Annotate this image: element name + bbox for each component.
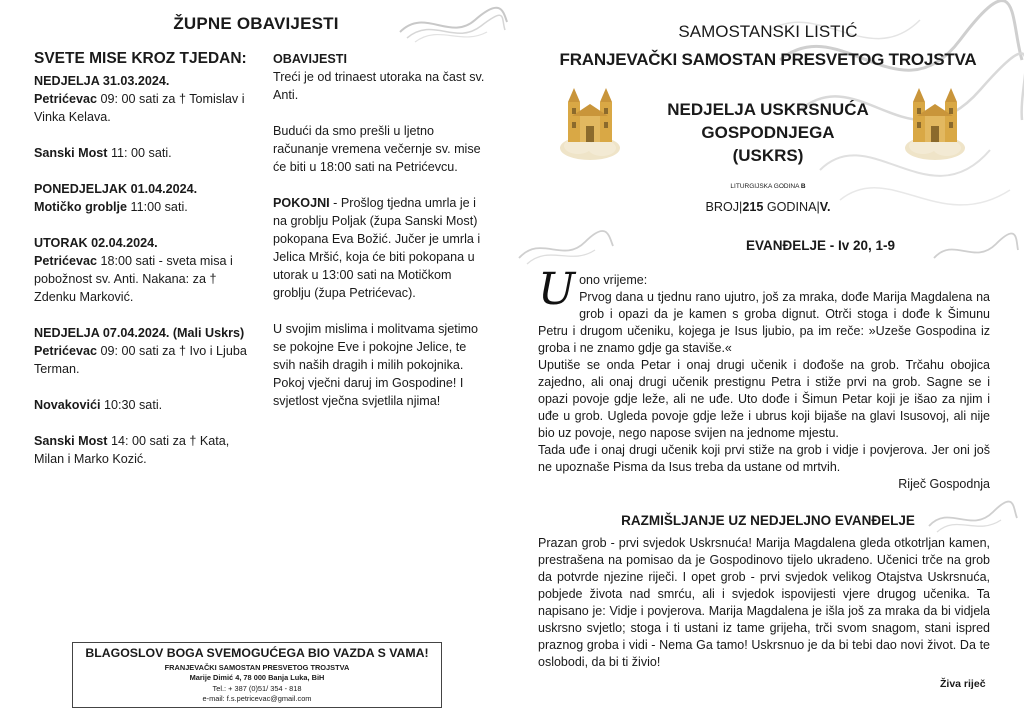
- footer-blessing: BLAGOSLOV BOGA SVEMOGUĆEGA BIO VAZDA S VAMA!: [85, 646, 429, 660]
- mass-entry: Novakovići 10:30 sati.: [34, 398, 163, 412]
- mass-schedule: [34, 50, 259, 468]
- mass-entry: Sanski Most 14: 00 sati za † Kata, Milan i Marko Kozić.: [34, 434, 230, 466]
- bulletin-title: SAMOSTANSKI LISTIĆ: [678, 22, 858, 41]
- feast-title-line: (USKRS): [732, 146, 804, 165]
- reflection-source: Živa riječ: [940, 678, 986, 690]
- smoke-swirl-right-mid: [515, 228, 615, 268]
- notice-paragraph: Treći je od trinaest utoraka na čast sv. Anti.: [273, 70, 485, 102]
- reflection-paragraph: Prazan grob - prvi svjedok Uskrsnuća! Marija Magdalena gleda otkotrljan kamen, prestrašena na pomisao da je Gospodinovo tijelo ukradeno. Učenici trče na grob da potvrde njezine riječi. I opet grob - prvi svjedok velikog Otajstva Uskrsnuća, pobjede života nad smrću, ali i svjedok ispovijesti vjere drugog učenika. Ta napisano je: Vidje i povjerova. Marija Magdalena je išla još za mraka da bi vidjela uskrsno svjetlo; stoga i ti ustani iz tame grijeha, trči svom snagom, stani ispred praznog groba i vidi - Nema Ga tamo! Uskrsnuo je da bi tebi dao novi život. Da te oslobodi, da bi ti živio!: [538, 536, 990, 669]
- liturgical-year: LITURGIJSKA GODINA B: [730, 183, 806, 190]
- issue-info: BROJ|215 GODINA|V.: [705, 200, 831, 214]
- feast-title-line: GOSPODNJEGA: [701, 123, 835, 142]
- feast-title: [512, 98, 1024, 167]
- mass-entry: Petrićevac 09: 00 sati za † Tomislav i Vinka Kelava.: [34, 92, 245, 124]
- notices: [273, 50, 488, 410]
- section-title-parish-notices: ŽUPNE OBAVIJESTI: [173, 14, 339, 33]
- monastery-name: FRANJEVAČKI SAMOSTAN PRESVETOG TROJSTVA: [559, 50, 977, 69]
- gospel-paragraph: Tada uđe i onaj drugi učenik koji prvi stiže na grob i vidje i povjerova. Jer oni još ne upoznaše Pisma da Isus treba da ustane od mrtvih.: [538, 443, 990, 474]
- gospel-paragraph: Prvog dana u tjednu rano ujutro, još za mraka, dođe Marija Magdalena na grob i opazi da je kamen s groba dignut. Otrči stoga i dođe k Šimunu Petru i drugom učeniku, kojega je Isus ljubio, pa im reče: »Uzeše Gospodina iz groba i ne znamo gdje ga staviše.«: [538, 290, 990, 355]
- mass-entry: Sanski Most 11: 00 sati.: [34, 146, 172, 160]
- day-heading: NEDJELJA 31.03.2024.: [34, 74, 170, 88]
- footer-box: [72, 642, 442, 708]
- notice-paragraph: U svojim mislima i molitvama sjetimo se pokojne Eve i pokojne Jelice, te svih naših dragih i milih pokojnika. Pokoj vječni daruj im Gospodine! I svjetlost vječna svjetlila njima!: [273, 322, 479, 408]
- reflection-text: [538, 535, 990, 671]
- footer-email: e-mail: f.s.petricevac@gmail.com: [202, 694, 312, 703]
- day-heading: UTORAK 02.04.2024.: [34, 236, 158, 250]
- feast-title-line: NEDJELJA USKRSNUĆA: [667, 100, 869, 119]
- day-heading: PONEDJELJAK 01.04.2024.: [34, 182, 198, 196]
- notice-paragraph: Budući da smo prešli u ljetno računanje vremena večernje sv. mise će biti u 18:00 sati na Petrićevcu.: [273, 124, 481, 174]
- drop-cap: U: [538, 264, 576, 315]
- mass-entry: Petrićevac 09: 00 sati za † Ivo i Ljuba Terman.: [34, 344, 247, 376]
- reflection-title: RAZMIŠLJANJE UZ NEDJELJNO EVANĐELJE: [621, 513, 915, 528]
- day-heading: NEDJELJA 07.04.2024. (Mali Uskrs): [34, 326, 245, 340]
- notices-heading: OBAVIJESTI: [273, 52, 347, 66]
- mass-schedule-heading: SVETE MISE KROZ TJEDAN:: [34, 50, 247, 67]
- gospel-intro: ono vrijeme:: [579, 273, 648, 287]
- footer-phone: Tel.: + 387 (0)51/ 354 - 818: [212, 684, 302, 693]
- mass-entry: Motičko groblje 11:00 sati.: [34, 200, 188, 214]
- notice-deceased: POKOJNI - Prošlog tjedna umrla je i na groblju Poljak (župa Sanski Most) pokopana Eva Božić. Jučer je umrla i Jelica Mršić, koja će biti pokopana u utorak u 13:00 sati na Motičkom groblju (župa Petrićevac).: [273, 196, 481, 300]
- footer-address: Marije Dimić 4, 78 000 Banja Luka, BiH: [189, 673, 325, 682]
- gospel-paragraph: Uputiše se onda Petar i onaj drugi učenik i dođoše na grob. Trčahu obojica zajedno, ali onaj drugi učenik prestignu Petra i stiže prvi na grob. Sagne se i opazi povoje gdje leže, ali ne uđe. Uto dođe i Šimun Petar koji je išao za njim i uđe u grob. Ugleda povoje gdje leže i ubrus koji bijaše na glavi Isusovoj, ali nije bio uz povoje, nego napose svijen na jednome mjestu.: [538, 358, 990, 440]
- gospel-closing: Riječ Gospodnja: [898, 477, 990, 491]
- gospel-title: EVANĐELJE - Iv 20, 1-9: [746, 238, 896, 253]
- mass-entry: Petrićevac 18:00 sati - sveta misa i pobožnost sv. Anti. Nakana: za † Zdenku Marković.: [34, 254, 233, 304]
- gospel-text: [538, 264, 990, 493]
- footer-org: FRANJEVAČKI SAMOSTAN PRESVETOG TROJSTVA: [164, 663, 350, 672]
